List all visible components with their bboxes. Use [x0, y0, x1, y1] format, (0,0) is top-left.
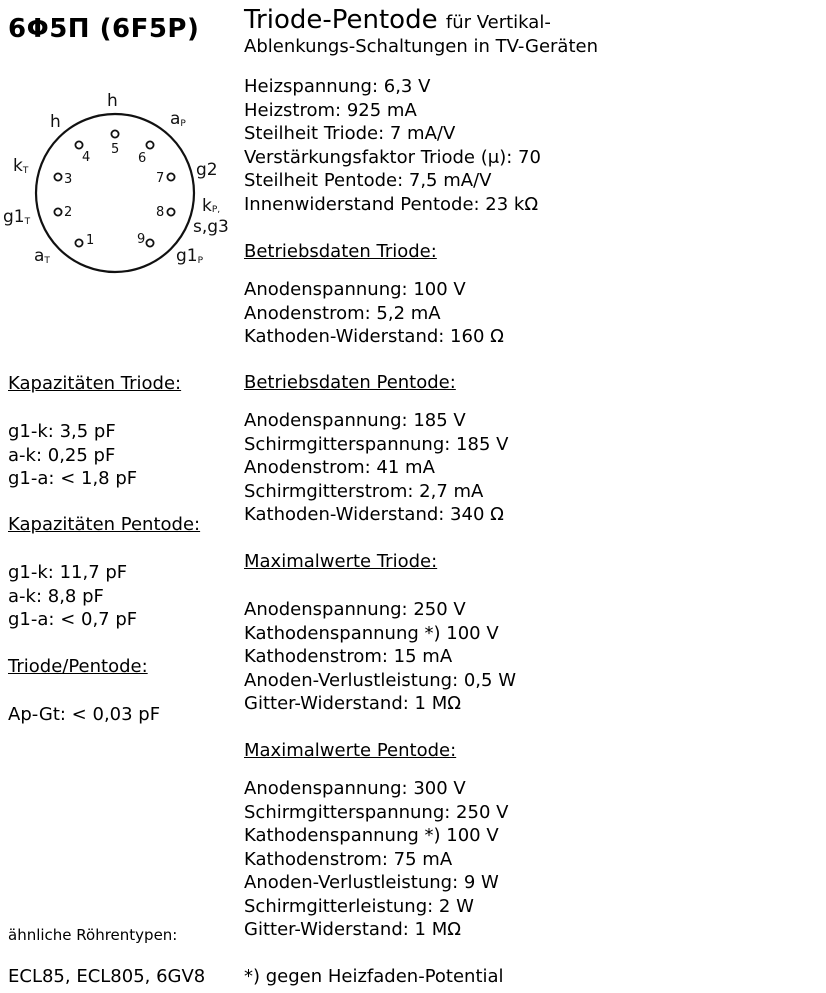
label-g1-t: g1T [3, 207, 31, 227]
spec-line: Anodenspannung: 300 V [244, 778, 466, 799]
max-triode-list [244, 598, 516, 716]
similar-types-label: ähnliche Röhrentypen: [8, 926, 178, 944]
label-k-p: kP, [202, 196, 221, 216]
label-a-p: aP [170, 109, 186, 129]
spec-line: Innenwiderstand Pentode: 23 kΩ [244, 193, 539, 215]
pinout-diagram [0, 85, 240, 280]
spec-line: Steilheit Pentode: 7,5 mA/V [244, 170, 492, 191]
spec-line: Kathoden-Widerstand: 340 Ω [244, 504, 504, 525]
betrieb-triode-list [244, 278, 504, 349]
page-title [244, 5, 551, 38]
pin-3-hole [54, 173, 61, 180]
label-k-t: kT [13, 156, 29, 176]
spec-line: Anodenspannung: 185 V [244, 410, 466, 431]
spec-line: Anodenstrom: 5,2 mA [244, 302, 441, 324]
spec-line: Kathodenstrom: 15 mA [244, 646, 453, 667]
betrieb-pentode-list [244, 409, 508, 527]
label-g2: g2 [196, 160, 218, 180]
label-s-g3: s,g3 [193, 217, 229, 237]
spec-line: Schirmgitterspannung: 185 V [244, 433, 509, 455]
spec-line: Gitter-Widerstand: 1 MΩ [244, 693, 462, 714]
spec-line: g1-k: 3,5 pF [8, 421, 116, 442]
spec-line: Schirmgitterleistung: 2 W [244, 895, 474, 917]
spec-line: Kathodenspannung *) 100 V [244, 825, 499, 846]
heading-kap-triode: Kapazitäten Triode: [8, 373, 182, 394]
heading-max-pentode: Maximalwerte Pentode: [244, 740, 457, 761]
label-h-top: h [107, 91, 118, 111]
spec-line: g1-a: < 1,8 pF [8, 468, 138, 489]
pin-3-number: 3 [64, 172, 73, 187]
spec-line: Heizspannung: 6,3 V [244, 76, 431, 97]
spec-line: Schirmgitterstrom: 2,7 mA [244, 480, 484, 502]
pin-7-number: 7 [156, 171, 165, 186]
title-suffix: für Vertikal- [445, 12, 551, 33]
similar-types-value: ECL85, ECL805, 6GV8 [8, 966, 206, 987]
spec-line: Ap-Gt: < 0,03 pF [8, 704, 161, 725]
spec-line: g1-a: < 0,7 pF [8, 609, 138, 630]
pin-1-hole [75, 239, 82, 246]
spec-line: Anodenstrom: 41 mA [244, 457, 435, 478]
spec-line: g1-k: 11,7 pF [8, 562, 128, 583]
kap-pentode-list [8, 561, 137, 632]
spec-line: Anodenspannung: 100 V [244, 279, 466, 300]
label-a-t: aT [34, 246, 50, 266]
max-pentode-list [244, 777, 508, 942]
heading-betrieb-pentode: Betriebsdaten Pentode: [244, 372, 456, 393]
pin-4-number: 4 [82, 150, 91, 165]
spec-line: Anodenspannung: 250 V [244, 599, 466, 620]
spec-line: Heizstrom: 925 mA [244, 99, 417, 121]
pin-9-number: 9 [137, 232, 146, 247]
footnote: *) gegen Heizfaden-Potential [244, 966, 504, 987]
spec-line: Steilheit Triode: 7 mA/V [244, 123, 456, 144]
label-g1-p: g1P [176, 246, 204, 266]
general-specs [244, 75, 541, 216]
spec-line: Kathoden-Widerstand: 160 Ω [244, 326, 504, 347]
spec-line: Verstärkungsfaktor Triode (μ): 70 [244, 146, 541, 168]
tube-name: 6Φ5П (6F5P) [8, 14, 200, 44]
title-main: Triode-Pentode [244, 5, 438, 35]
pin-2-number: 2 [64, 205, 73, 220]
spec-line: Kathodenspannung *) 100 V [244, 622, 499, 644]
pin-7-hole [167, 173, 174, 180]
pin-8-hole [167, 208, 174, 215]
pin-1-number: 1 [86, 233, 95, 248]
heading-max-triode: Maximalwerte Triode: [244, 551, 438, 572]
pin-6-hole [146, 141, 153, 148]
kap-triode-list [8, 420, 137, 491]
heading-kap-pentode: Kapazitäten Pentode: [8, 514, 201, 535]
spec-line: a-k: 0,25 pF [8, 444, 116, 466]
page-subtitle: Ablenkungs-Schaltungen in TV-Geräten [244, 36, 599, 57]
spec-line: Anoden-Verlustleistung: 9 W [244, 872, 499, 893]
pin-8-number: 8 [156, 205, 165, 220]
heading-betrieb-triode: Betriebsdaten Triode: [244, 241, 437, 262]
spec-line: Kathodenstrom: 75 mA [244, 848, 453, 870]
spec-line: Schirmgitterspannung: 250 V [244, 801, 509, 823]
spec-line: Gitter-Widerstand: 1 MΩ [244, 919, 462, 940]
pin-2-hole [54, 208, 61, 215]
spec-line: a-k: 8,8 pF [8, 585, 104, 607]
pin-6-number: 6 [138, 151, 147, 166]
heading-kap-triode-pentode: Triode/Pentode: [8, 656, 148, 677]
label-h-left: h [50, 112, 61, 132]
spec-line: Anoden-Verlustleistung: 0,5 W [244, 669, 517, 691]
pin-9-hole [146, 239, 153, 246]
pin-5-number: 5 [111, 142, 120, 157]
pin-5-hole [111, 130, 118, 137]
pin-4-hole [75, 141, 82, 148]
